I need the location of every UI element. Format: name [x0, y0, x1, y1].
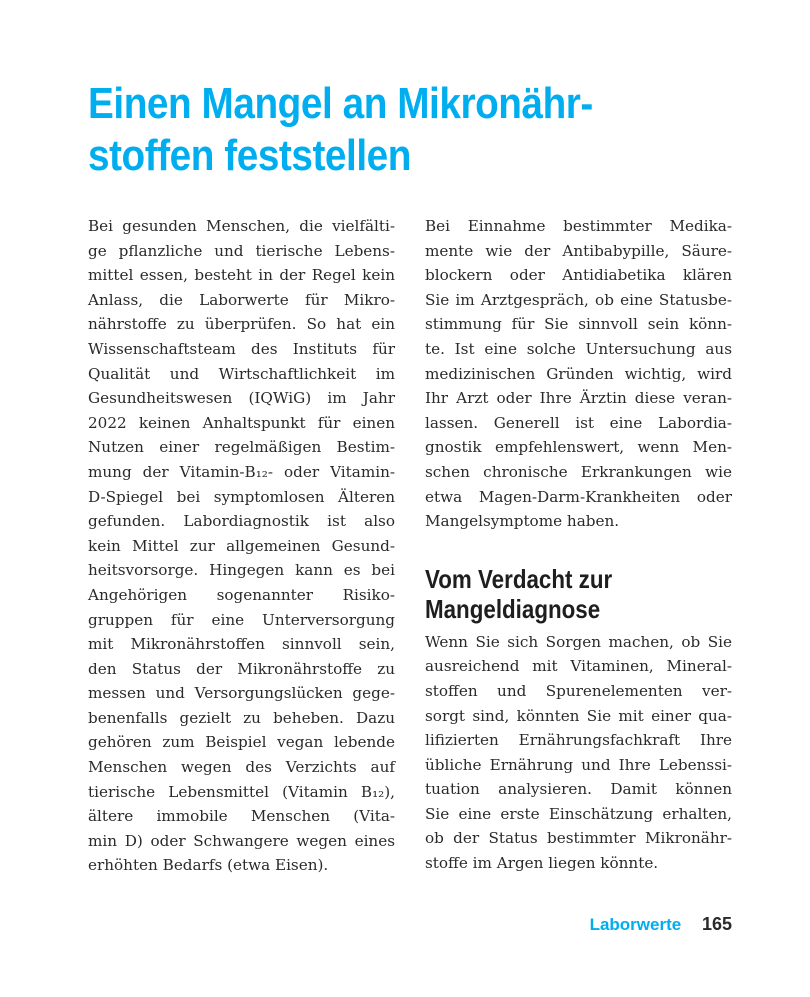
text-line: Bei gesunden Menschen, die vielfälti- — [88, 217, 395, 235]
page-number: 165 — [701, 914, 732, 934]
text-line: kein Mittel zur allgemeinen Gesund- — [88, 536, 395, 555]
paragraph-medication — [425, 214, 732, 534]
text-line: medizinischen Gründen wichtig, wird — [425, 364, 732, 383]
text-line: übliche Ernährung und Ihre Lebenssi- — [425, 755, 732, 774]
text-line: gehören zum Beispiel vegan lebende — [88, 733, 395, 752]
page-title — [88, 78, 651, 182]
text-line: mente wie der Antibabypille, Säure- — [425, 241, 732, 260]
text-line: stimmung für Sie sinnvoll sein könn- — [425, 315, 732, 334]
text-line: 2022 keinen Anhaltspunkt für einen — [88, 413, 395, 432]
text-line: te. Ist eine solche Untersuchung aus — [425, 339, 732, 358]
text-line: Sie eine erste Einschätzung erhalten, — [425, 804, 732, 823]
text-line: Wissenschaftsteam des Instituts für — [88, 339, 395, 358]
text-line: den Status der Mikronährstoffe zu — [88, 659, 395, 678]
text-line: lassen. Generell ist eine Labordia- — [425, 413, 732, 432]
text-line: ob der Status bestimmter Mikronähr- — [425, 829, 732, 848]
text-line: blockern oder Antidiabetika klären — [425, 266, 732, 285]
text-line: benenfalls gezielt zu beheben. Dazu — [88, 708, 395, 727]
text-line: gnostik empfehlenswert, wenn Men- — [425, 438, 732, 457]
text-line: erhöhten Bedarfs (etwa Eisen). — [88, 856, 329, 875]
right-column — [425, 214, 732, 876]
section-label: Laborwerte — [589, 915, 682, 934]
left-column — [88, 214, 395, 878]
text-line: Sie im Arztgespräch, ob eine Statusbe- — [425, 290, 732, 309]
text-line: lifizierten Ernährungsfachkraft Ihre — [425, 731, 732, 750]
text-line: Ihr Arzt oder Ihre Ärztin diese veran- — [425, 389, 732, 408]
text-line: gefunden. Labordiagnostik ist also — [88, 512, 395, 531]
text-line: messen und Versorgungslücken gege- — [88, 684, 395, 703]
text-line: ge pflanzliche und tierische Lebens- — [88, 241, 395, 260]
text-line: ältere immobile Menschen (Vita- — [88, 807, 395, 826]
text-line: mung der Vitamin-B₁₂- oder Vitamin- — [88, 462, 395, 481]
text-line: tierische Lebensmittel (Vitamin B₁₂), — [88, 782, 395, 801]
text-line: Nutzen einer regelmäßigen Bestim- — [88, 438, 395, 457]
subheading-line-2: Mangeldiagnose — [425, 593, 601, 624]
text-line: stoffen und Spurenelementen ver- — [425, 681, 732, 700]
text-line: Qualität und Wirtschaftlichkeit im — [88, 364, 395, 383]
text-line: mittel essen, besteht in der Regel kein — [88, 266, 395, 285]
text-line: mit Mikronährstoffen sinnvoll sein, — [88, 635, 395, 654]
text-line: D-Spiegel bei symptomlosen Älteren — [88, 487, 395, 506]
text-line: tuation analysieren. Damit können — [425, 780, 732, 799]
text-line: Anlass, die Laborwerte für Mikro- — [88, 290, 395, 309]
paragraph-diagnosis — [425, 630, 732, 876]
text-line: gruppen für eine Unterversorgung — [88, 610, 395, 629]
text-line: heitsvorsorge. Hingegen kann es bei — [88, 561, 395, 580]
text-line: ausreichend mit Vitaminen, Mineral- — [425, 657, 732, 676]
paragraph-intro — [88, 214, 395, 878]
text-line: Angehörigen sogenannter Risiko- — [88, 585, 395, 604]
text-line: etwa Magen-Darm-Krankheiten oder — [425, 487, 732, 506]
title-line-1: Einen Mangel an Mikronähr- — [88, 79, 593, 128]
text-line: Menschen wegen des Verzichts auf — [88, 758, 395, 777]
text-line: min D) oder Schwangere wegen eines — [88, 831, 395, 850]
text-line: nährstoffe zu überprüfen. So hat ein — [88, 315, 395, 334]
text-line: sorgt sind, könnten Sie mit einer qua- — [425, 706, 732, 725]
text-line: Wenn Sie sich Sorgen machen, ob Sie — [425, 632, 732, 651]
section-heading — [425, 564, 689, 624]
text-line: stoffe im Argen liegen könnte. — [425, 854, 659, 873]
page-footer — [590, 914, 732, 935]
text-line: Bei Einnahme bestimmter Medika- — [425, 217, 732, 235]
text-line: schen chronische Erkrankungen wie — [425, 462, 732, 481]
text-line: Mangelsymptome haben. — [425, 512, 620, 531]
title-line-2: stoffen feststellen — [88, 131, 411, 180]
subheading-line-1: Vom Verdacht zur — [425, 563, 613, 594]
text-line: Gesundheitswesen (IQWiG) im Jahr — [88, 389, 395, 408]
